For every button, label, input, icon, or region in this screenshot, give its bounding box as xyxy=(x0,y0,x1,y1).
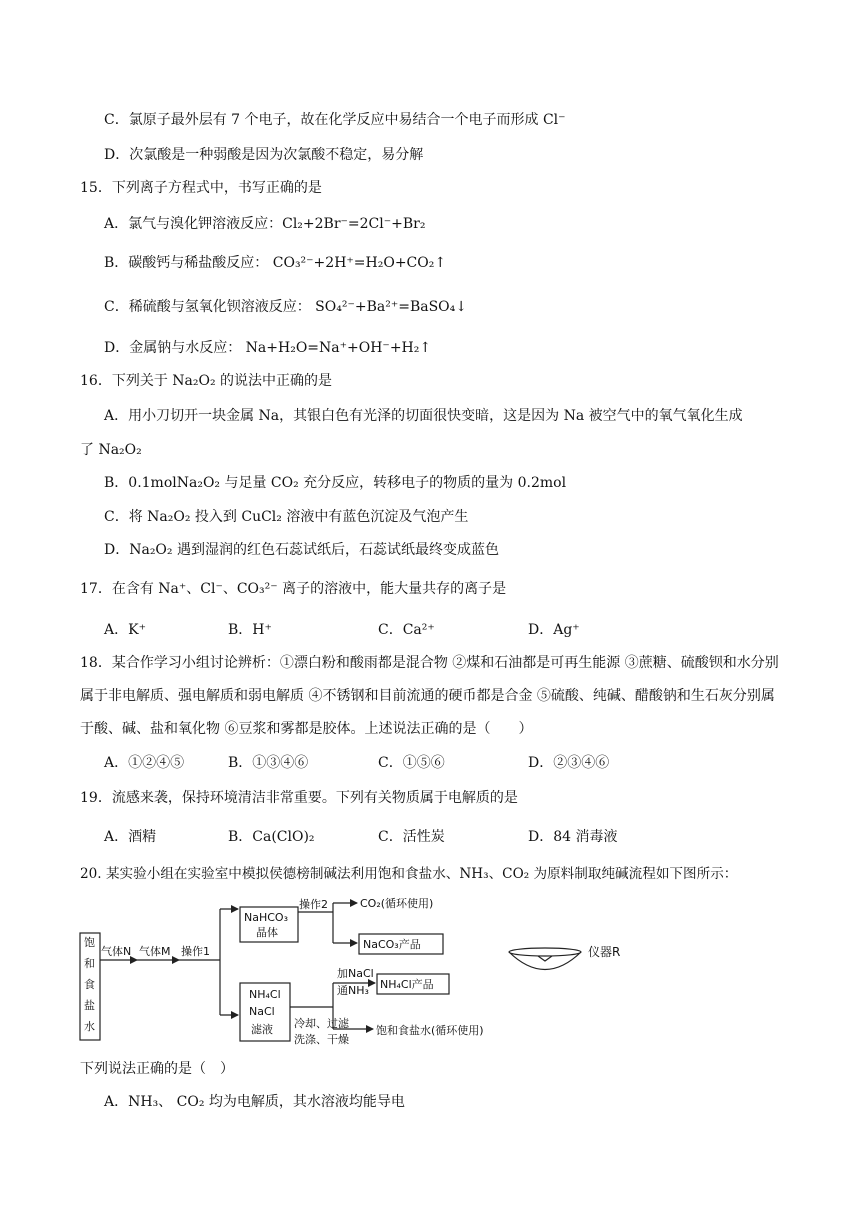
evaporating-dish-spout xyxy=(538,956,552,961)
op1-label: 操作1 xyxy=(181,945,210,958)
gas-n-label: 气体N xyxy=(101,945,132,958)
evaporating-dish-rim xyxy=(509,948,581,956)
q17-stem: 17．在含有 Na⁺、Cl⁻、CO₃²⁻ 离子的溶液中，能大量共存的离子是 xyxy=(80,581,507,597)
crystal-formula: NaHCO₃ xyxy=(244,911,288,924)
gas-m-label: 气体M xyxy=(139,945,171,958)
q17-option-b: B．H⁺ xyxy=(228,622,272,638)
filtrate-word: 滤液 xyxy=(251,1023,273,1036)
q18-stem: 18．某合作学习小组讨论辨析：①漂白粉和酸雨都是混合物 ②煤和石油都是可再生能源 ③蔗糖、硫酸钡和水分别属于非电解质、强电解质和弱电解质 ④不锈钢和目前流通的硬币都是合金 ⑤硫酸、纯碱、醋酸钠和生石灰分别属于酸、碱、盐和氧化物 ⑥豆浆和雾都是胶体。上述说法正确的是（ ） xyxy=(80,655,779,737)
start-char-4: 盐 xyxy=(84,999,95,1012)
add-nacl-label: 加NaCl xyxy=(337,967,374,980)
q18-option-a: A．①②④⑤ xyxy=(104,755,185,771)
add-nh3-label: 通NH₃ xyxy=(337,984,369,997)
q15-option-c-text: C．稀硫酸与氢氧化钡溶液反应： xyxy=(104,299,311,315)
process-flow-diagram xyxy=(75,895,795,1050)
q15-option-d: D．金属钠与水反应： Na+H₂O=Na⁺+OH⁻+H₂↑ xyxy=(104,340,432,356)
start-char-3: 食 xyxy=(84,978,95,991)
q19-option-c: C．活性炭 xyxy=(378,829,445,845)
instrument-r-label: 仪器R xyxy=(588,945,621,959)
q14-option-c: C．氯原子最外层有 7 个电子，故在化学反应中易结合一个电子而形成 Cl⁻ xyxy=(104,112,566,128)
q16-option-d: D．Na₂O₂ 遇到湿润的红色石蕊试纸后，石蕊试纸最终变成蓝色 xyxy=(104,542,499,558)
q14-option-d: D．次氯酸是一种弱酸是因为次氯酸不稳定，易分解 xyxy=(104,147,424,163)
op2-label: 操作2 xyxy=(299,898,328,911)
q15-option-c xyxy=(104,297,467,317)
q20-option-a: A．NH₃、 CO₂ 均为电解质，其水溶液均能导电 xyxy=(104,1094,405,1110)
filtrate-nacl: NaCl xyxy=(249,1005,275,1018)
q16-option-a-line2: 了 Na₂O₂ xyxy=(80,442,142,458)
q19-option-a: A．酒精 xyxy=(104,829,157,845)
co2-recycle-label: CO₂(循环使用) xyxy=(360,897,434,910)
q15-option-b-equation: CO₃²⁻+2H⁺=H₂O+CO₂↑ xyxy=(272,255,447,271)
q19-option-b: B．Ca(ClO)₂ xyxy=(228,829,315,845)
q17-option-c: C．Ca²⁺ xyxy=(378,622,435,638)
q15-option-b-text: B．碳酸钙与稀盐酸反应： xyxy=(104,255,269,271)
q16-option-b: B．0.1molNa₂O₂ 与足量 CO₂ 充分反应，转移电子的物质的量为 0.2mol xyxy=(104,475,567,491)
q18-option-b: B．①③④⑥ xyxy=(228,755,309,771)
q15-stem: 15．下列离子方程式中，书写正确的是 xyxy=(80,180,322,196)
product2-label: NH₄Cl产品 xyxy=(380,978,434,991)
q17-option-d: D．Ag⁺ xyxy=(528,622,580,638)
q20-prompt: 下列说法正确的是（ ） xyxy=(80,1061,234,1077)
crystal-word: 晶体 xyxy=(256,926,278,939)
q18-option-c: C．①⑤⑥ xyxy=(378,755,445,771)
treat-line2: 洗涤、干燥 xyxy=(294,1033,349,1046)
q17-option-a: A．K⁺ xyxy=(104,622,146,638)
product1-label: NaCO₃产品 xyxy=(363,938,421,951)
q16-option-c: C．将 Na₂O₂ 投入到 CuCl₂ 溶液中有蓝色沉淀及气泡产生 xyxy=(104,509,469,525)
filtrate-nh4cl: NH₄Cl xyxy=(249,988,281,1001)
start-char-2: 和 xyxy=(84,957,95,970)
q18-option-d: D．②③④⑥ xyxy=(528,755,610,771)
start-char-5: 水 xyxy=(84,1020,95,1033)
q19-option-d: D．84 消毒液 xyxy=(528,829,618,845)
q20-stem: 20. 某实验小组在实验室中模拟侯德榜制碱法利用饱和食盐水、NH₃、CO₂ 为原料制取纯碱流程如下图所示： xyxy=(80,866,738,882)
treat-line1: 冷却、过滤 xyxy=(294,1017,349,1030)
q16-stem: 16．下列关于 Na₂O₂ 的说法中正确的是 xyxy=(80,373,333,389)
q19-stem: 19．流感来袭，保持环境清洁非常重要。下列有关物质属于电解质的是 xyxy=(80,790,518,806)
q16-option-a-line1: A．用小刀切开一块金属 Na，其银白色有光泽的切面很快变暗，这是因为 Na 被空气中的氧气氧化生成 xyxy=(104,408,743,424)
q15-option-c-equation: SO₄²⁻+Ba²⁺=BaSO₄↓ xyxy=(315,299,467,315)
brine-recycle-label: 饱和食盐水(循环使用) xyxy=(376,1024,484,1037)
start-char-1: 饱 xyxy=(84,936,95,949)
q15-option-b xyxy=(104,253,446,273)
q15-option-a: A．氯气与溴化钾溶液反应：Cl₂+2Br⁻=2Cl⁻+Br₂ xyxy=(104,216,426,232)
